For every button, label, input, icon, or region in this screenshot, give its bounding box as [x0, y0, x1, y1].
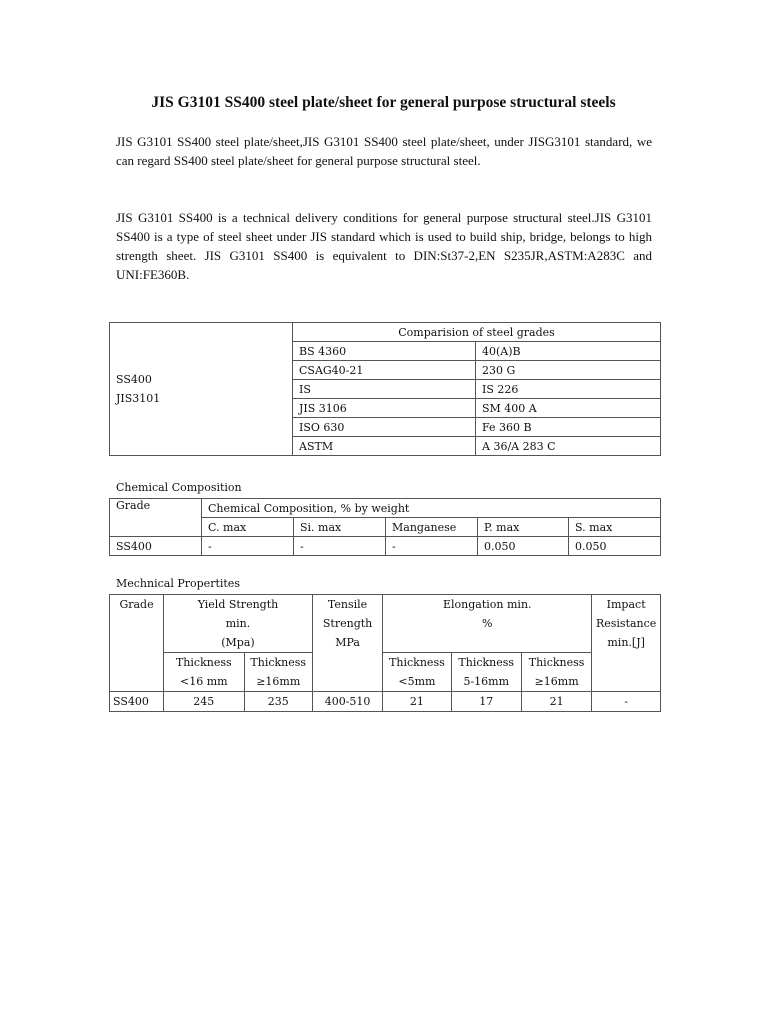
- yield-strength-header: [164, 595, 313, 653]
- comparison-equivalent: IS 226: [476, 380, 661, 399]
- mechanical-value: 245: [164, 692, 245, 712]
- comparison-standard: JIS 3106: [293, 399, 476, 418]
- impact-label: Impact: [606, 598, 646, 611]
- mechanical-caption: Mechnical Propertites: [116, 577, 240, 590]
- mechanical-value: 21: [383, 692, 451, 712]
- mechanical-value: 235: [244, 692, 312, 712]
- yield-strength-label: Yield Strength: [197, 598, 279, 611]
- mechanical-value: 21: [521, 692, 591, 712]
- thickness-header: [451, 653, 521, 692]
- thickness-label: Thickness: [389, 656, 445, 669]
- mechanical-value: 400-510: [312, 692, 382, 712]
- comparison-standard: ISO 630: [293, 418, 476, 437]
- thickness-header: [383, 653, 451, 692]
- impact-unit: min.[J]: [607, 636, 645, 649]
- mechanical-grade-header: Grade: [110, 595, 164, 692]
- comparison-grade-cell: [110, 323, 293, 456]
- elongation-label: Elongation min.: [443, 598, 532, 611]
- thickness-label: Thickness: [528, 656, 585, 669]
- tensile-strength-header: [312, 595, 382, 692]
- chemical-value: -: [386, 537, 478, 556]
- chemical-grade-header: Grade: [110, 499, 202, 537]
- mechanical-value: 17: [451, 692, 521, 712]
- chemical-column-header: Manganese: [386, 518, 478, 537]
- chemical-value: -: [294, 537, 386, 556]
- chemical-table: [109, 498, 661, 556]
- elongation-header: [383, 595, 592, 653]
- thickness-range: <5mm: [398, 675, 436, 688]
- mechanical-table: [109, 594, 661, 712]
- thickness-range: <16 mm: [180, 675, 228, 688]
- chemical-column-header: Si. max: [294, 518, 386, 537]
- chemical-column-header: P. max: [478, 518, 569, 537]
- thickness-label: Thickness: [175, 656, 232, 669]
- yield-strength-unit: (Mpa): [221, 636, 255, 649]
- mechanical-value: -: [592, 692, 661, 712]
- chemical-group-header: Chemical Composition, % by weight: [202, 499, 661, 518]
- comparison-grade-line1: SS400: [116, 373, 152, 386]
- tensile-unit: MPa: [335, 636, 360, 649]
- thickness-label: Thickness: [250, 656, 307, 669]
- elongation-unit: %: [482, 617, 493, 630]
- thickness-header: [164, 653, 245, 692]
- comparison-equivalent: A 36/A 283 C: [476, 437, 661, 456]
- document-title: JIS G3101 SS400 steel plate/sheet for general purpose structural steels: [151, 94, 616, 111]
- comparison-equivalent: Fe 360 B: [476, 418, 661, 437]
- chemical-column-header: S. max: [569, 518, 661, 537]
- comparison-equivalent: 40(A)B: [476, 342, 661, 361]
- yield-strength-min: min.: [225, 617, 251, 630]
- thickness-label: Thickness: [458, 656, 515, 669]
- chemical-value: 0.050: [569, 537, 661, 556]
- comparison-grade-line2: JIS3101: [116, 392, 161, 405]
- comparison-standard: BS 4360: [293, 342, 476, 361]
- comparison-equivalent: SM 400 A: [476, 399, 661, 418]
- thickness-header: [244, 653, 312, 692]
- tensile-label-2: Strength: [322, 617, 373, 630]
- impact-resistance-header: [592, 595, 661, 692]
- chemical-value: 0.050: [478, 537, 569, 556]
- thickness-header: [521, 653, 591, 692]
- intro-paragraph: JIS G3101 SS400 steel plate/sheet,JIS G3101 SS400 steel plate/sheet, under JISG3101 standard, we can regard SS400 steel plate/sheet for general purpose structural steel.: [116, 134, 652, 168]
- mechanical-row-grade: SS400: [110, 692, 164, 712]
- comparison-standard: IS: [293, 380, 476, 399]
- impact-label-2: Resistance: [595, 617, 657, 630]
- chemical-value: -: [202, 537, 294, 556]
- comparison-standard: CSAG40-21: [293, 361, 476, 380]
- chemical-column-header: C. max: [202, 518, 294, 537]
- chemical-caption: Chemical Composition: [116, 481, 242, 494]
- comparison-standard: ASTM: [293, 437, 476, 456]
- thickness-range: ≥16mm: [534, 675, 579, 688]
- comparison-table: [109, 322, 661, 456]
- tensile-label: Tensile: [327, 598, 368, 611]
- thickness-range: 5-16mm: [463, 675, 510, 688]
- thickness-range: ≥16mm: [256, 675, 301, 688]
- comparison-equivalent: 230 G: [476, 361, 661, 380]
- comparison-header: Comparision of steel grades: [293, 323, 661, 342]
- description-paragraph: JIS G3101 SS400 is a technical delivery conditions for general purpose structural steel.JIS G3101 SS400 is a type of steel sheet under JIS standard which is used to build ship, bridge, belongs to high strength sheet. JIS G3101 SS400 is equivalent to DIN:St37-2,EN S235JR,ASTM:A283C and UNI:FE360B.: [116, 210, 652, 282]
- chemical-row-grade: SS400: [110, 537, 202, 556]
